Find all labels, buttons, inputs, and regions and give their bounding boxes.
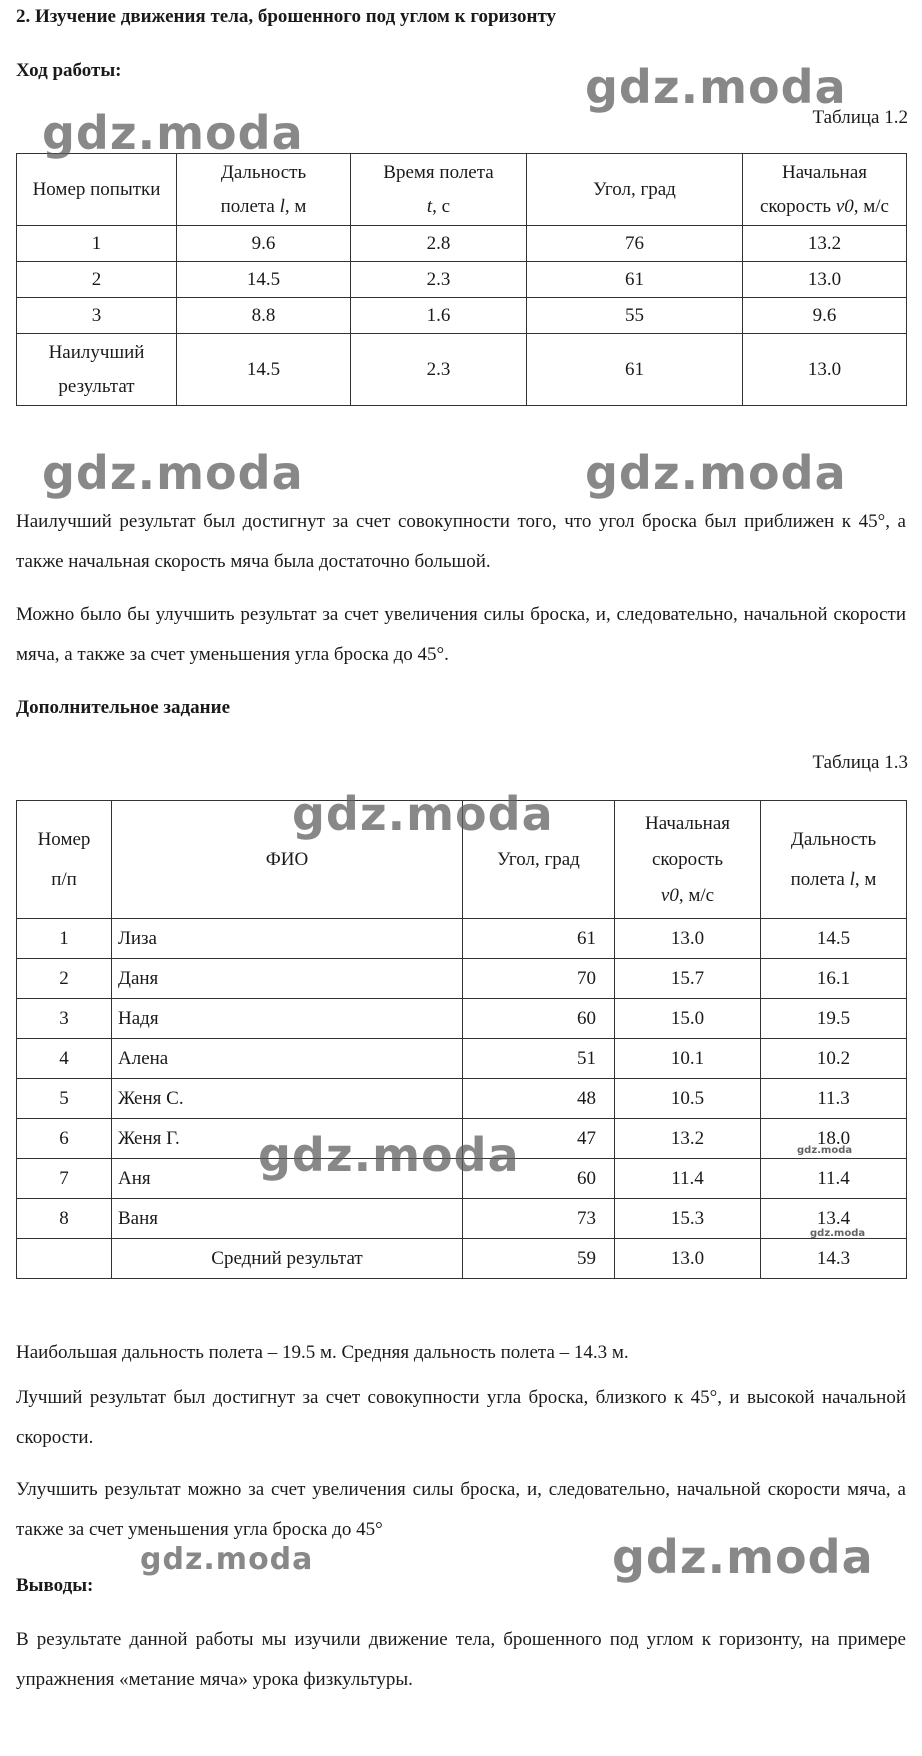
header-name: ФИО — [112, 801, 463, 919]
speed-unit: , м/с — [853, 195, 889, 217]
header-range — [761, 801, 907, 919]
extra-task-heading: Дополнительное задание — [16, 697, 231, 718]
header-range-line1: Дальность — [790, 828, 877, 850]
cell-number: 8 — [17, 1199, 112, 1239]
cell-angle: 70 — [463, 959, 615, 999]
paragraph-best-explanation: Лучший результат был достигнут за счет совокупности угла броска, близкого к 45°, и высокой начальной скорости. — [16, 1387, 906, 1448]
cell-angle: 48 — [463, 1079, 615, 1119]
header-speed — [743, 154, 907, 226]
table2-average-row — [17, 1239, 907, 1279]
header-time — [351, 154, 527, 226]
header-range-line2: полета — [220, 195, 280, 217]
cell-range: 19.5 — [761, 999, 907, 1039]
watermark-logo: gdz.moda — [42, 446, 304, 500]
paragraph-max-range: Наибольшая дальность полета – 19.5 м. Средняя дальность полета – 14.3 м. — [16, 1342, 629, 1363]
header-number-line2: п/п — [51, 868, 77, 890]
table-row — [17, 1039, 907, 1079]
best-label-line2: результат — [58, 375, 135, 397]
range-symbol: l — [849, 868, 855, 890]
cell-name: Даня — [112, 959, 463, 999]
cell-name: Аня — [112, 1159, 463, 1199]
best-label-line1: Наилучший — [48, 341, 145, 363]
time-symbol: t — [426, 195, 433, 217]
cell-name: Алена — [112, 1039, 463, 1079]
speed-unit: , м/с — [678, 884, 715, 906]
cell-name: Ваня — [112, 1199, 463, 1239]
watermark-logo: gdz.moda — [292, 787, 554, 841]
cell-range: 14.5 — [761, 919, 907, 959]
header-range-line2: полета — [790, 868, 850, 890]
table-1-2 — [16, 153, 907, 406]
cell-attempt: 1 — [17, 226, 177, 262]
cell-name: Женя Г. — [112, 1119, 463, 1159]
cell-attempt: 2 — [17, 262, 177, 298]
progress-heading: Ход работы: — [16, 60, 122, 81]
header-speed-line1: Начальная — [644, 812, 731, 834]
table1-header-row — [17, 154, 907, 226]
cell-range: 14.3 — [761, 1239, 907, 1279]
table-row — [17, 226, 907, 262]
cell-speed: 15.7 — [615, 959, 761, 999]
table2-caption: Таблица 1.3 — [812, 752, 908, 773]
cell-angle: 73 — [463, 1199, 615, 1239]
cell-angle: 60 — [463, 1159, 615, 1199]
header-number-line1: Номер — [37, 828, 91, 850]
table-row — [17, 959, 907, 999]
table1-best-row — [17, 334, 907, 406]
cell-angle: 61 — [527, 262, 743, 298]
cell-number: 5 — [17, 1079, 112, 1119]
cell-range: 9.6 — [177, 226, 351, 262]
header-speed — [615, 801, 761, 919]
watermark-logo: gdz.moda — [797, 1145, 853, 1156]
cell-best-label — [17, 334, 177, 406]
section-title: 2. Изучение движения тела, брошенного под углом к горизонту — [16, 6, 557, 27]
watermark-logo: gdz.moda — [810, 1228, 866, 1239]
header-attempt: Номер попытки — [17, 154, 177, 226]
cell-average-label: Средний результат — [112, 1239, 463, 1279]
range-symbol: l — [279, 195, 285, 217]
cell-speed: 13.0 — [743, 334, 907, 406]
cell-number: 6 — [17, 1119, 112, 1159]
table1-caption: Таблица 1.2 — [812, 107, 908, 128]
cell-range: 8.8 — [177, 298, 351, 334]
table-row — [17, 1119, 907, 1159]
cell-range: 14.5 — [177, 262, 351, 298]
cell-number: 7 — [17, 1159, 112, 1199]
cell-angle: 61 — [527, 334, 743, 406]
cell-speed: 10.5 — [615, 1079, 761, 1119]
cell-angle: 76 — [527, 226, 743, 262]
cell-speed: 13.2 — [615, 1119, 761, 1159]
cell-angle: 60 — [463, 999, 615, 1039]
table-row — [17, 298, 907, 334]
cell-range: 11.3 — [761, 1079, 907, 1119]
table-row — [17, 1159, 907, 1199]
header-speed-line1: Начальная — [781, 161, 868, 183]
cell-angle: 55 — [527, 298, 743, 334]
watermark-logo: gdz.moda — [585, 446, 847, 500]
cell-speed: 13.0 — [615, 1239, 761, 1279]
cell-time: 1.6 — [351, 298, 527, 334]
cell-range: 13.4 — [761, 1199, 907, 1239]
cell-angle: 59 — [463, 1239, 615, 1279]
paragraph-best-result: Наилучший результат был достигнут за счет совокупности того, что угол броска был приближен к 45°, а также начальная скорость мяча была достаточно большой. — [16, 511, 906, 572]
cell-range: 11.4 — [761, 1159, 907, 1199]
table-row — [17, 1079, 907, 1119]
table-row — [17, 999, 907, 1039]
speed-symbol: v0 — [660, 884, 679, 906]
watermark-logo: gdz.moda — [612, 1530, 874, 1584]
conclusions-heading: Выводы: — [16, 1575, 94, 1596]
table2-header-row — [17, 801, 907, 919]
table-row — [17, 1199, 907, 1239]
range-unit: , м — [854, 868, 877, 890]
watermark-logo: gdz.moda — [140, 1542, 314, 1577]
watermark-logo: gdz.moda — [585, 60, 847, 114]
cell-speed: 13.0 — [743, 262, 907, 298]
header-range — [177, 154, 351, 226]
cell-name: Лиза — [112, 919, 463, 959]
header-time-line1: Время полета — [383, 161, 494, 183]
speed-symbol: v0 — [835, 195, 854, 217]
cell-name: Надя — [112, 999, 463, 1039]
header-speed-line2: скорость — [651, 848, 724, 870]
paragraph-improvement: Можно было бы улучшить результат за счет увеличения силы броска, и, следовательно, начальной скорости мяча, а также за счет уменьшения угла броска до 45°. — [16, 604, 906, 665]
cell-range: 10.2 — [761, 1039, 907, 1079]
paragraph-improvement-2: Улучшить результат можно за счет увеличения силы броска, и, следовательно, начальной скорости мяча, а также за счет уменьшения угла броска до 45° — [16, 1479, 906, 1540]
header-angle: Угол, град — [463, 801, 615, 919]
header-number — [17, 801, 112, 919]
cell-angle: 51 — [463, 1039, 615, 1079]
cell-time: 2.3 — [351, 262, 527, 298]
cell-speed: 13.0 — [615, 919, 761, 959]
watermark-logo: gdz.moda — [258, 1128, 520, 1182]
cell-angle: 61 — [463, 919, 615, 959]
cell-number: 3 — [17, 999, 112, 1039]
watermark-logo: gdz.moda — [42, 106, 304, 160]
cell-number: 1 — [17, 919, 112, 959]
cell-name: Женя С. — [112, 1079, 463, 1119]
cell-speed: 9.6 — [743, 298, 907, 334]
cell-range: 16.1 — [761, 959, 907, 999]
table-row — [17, 262, 907, 298]
cell-time: 2.3 — [351, 334, 527, 406]
cell-number-empty — [17, 1239, 112, 1279]
cell-speed: 10.1 — [615, 1039, 761, 1079]
time-unit: , с — [432, 195, 451, 217]
header-speed-line2: скорость — [759, 195, 836, 217]
cell-number: 4 — [17, 1039, 112, 1079]
cell-attempt: 3 — [17, 298, 177, 334]
cell-speed: 13.2 — [743, 226, 907, 262]
cell-angle: 47 — [463, 1119, 615, 1159]
cell-number: 2 — [17, 959, 112, 999]
paragraph-conclusion: В результате данной работы мы изучили движение тела, брошенного под углом к горизонту, на примере упражнения «метание мяча» урока физкультуры. — [16, 1629, 906, 1690]
header-angle: Угол, град — [527, 154, 743, 226]
cell-speed: 15.0 — [615, 999, 761, 1039]
cell-speed: 11.4 — [615, 1159, 761, 1199]
range-unit: , м — [284, 195, 307, 217]
header-range-line1: Дальность — [220, 161, 307, 183]
cell-range: 18.0 — [761, 1119, 907, 1159]
cell-range: 14.5 — [177, 334, 351, 406]
table-1-3 — [16, 800, 907, 1279]
table-row — [17, 919, 907, 959]
cell-speed: 15.3 — [615, 1199, 761, 1239]
cell-time: 2.8 — [351, 226, 527, 262]
